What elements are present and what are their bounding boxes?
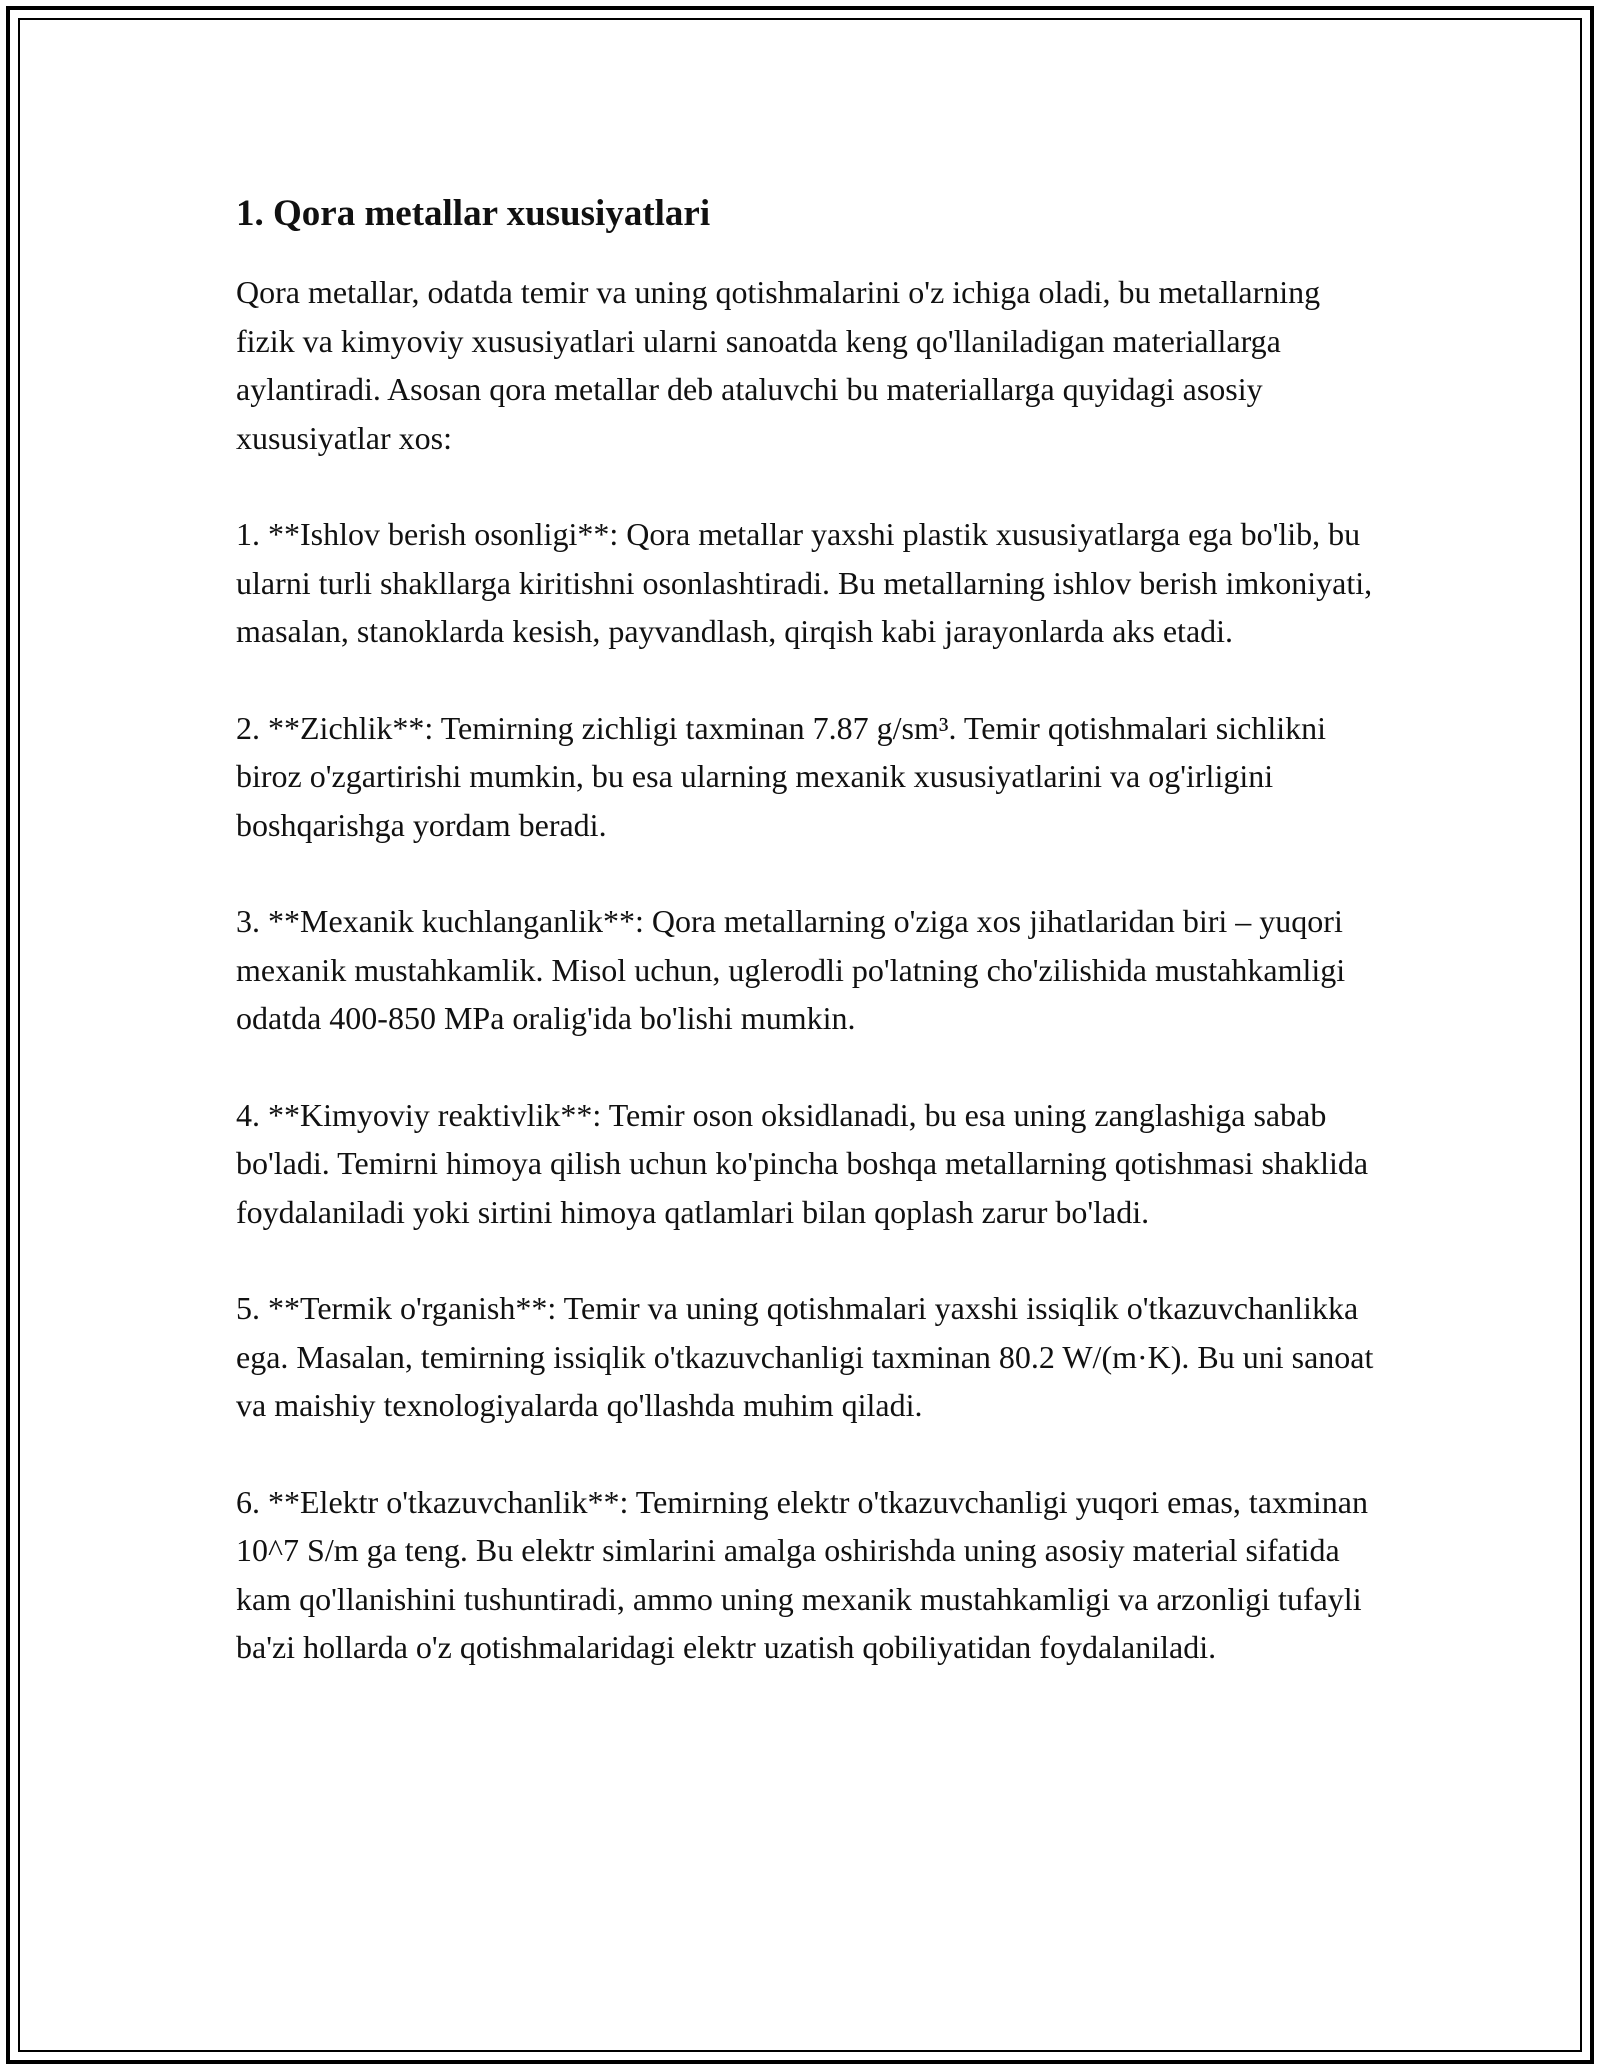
list-item-zichlik: 2. **Zichlik**: Temirning zichligi taxminan 7.87 g/sm³. Temir qotishmalari sichlikni biroz o'zgartirishi mumkin, bu esa ularning mexanik xususiyatlarini va og'irligini boshqarishga yordam beradi.	[236, 709, 1327, 843]
list-item-kimyoviy-reaktivlik: 4. **Kimyoviy reaktivlik**: Temir oson oksidlanadi, bu esa uning zanglashiga sabab bo'ladi. Temirni himoya qilish uchun ko'pincha boshqa metallarning qotishmasi shaklida foydalaniladi yoki sirtini himoya qatlamlari bilan qoplash zarur bo'ladi.	[236, 1096, 1369, 1230]
list-item-termik-organish: 5. **Termik o'rganish**: Temir va uning qotishmalari yaxshi issiqlik o'tkazuvchanlikka ega. Masalan, temirning issiqlik o'tkazuvchanligi taxminan 80.2 W/(m·K). Bu uni sanoat va maishiy texnologiyalarda qo'llashda muhim qiladi.	[236, 1290, 1374, 1423]
document-body	[236, 186, 1376, 1720]
section-title: 1. Qora metallar xususiyatlari	[236, 193, 711, 234]
list-item-ishlov-berish: 1. **Ishlov berish osonligi**: Qora metallar yaxshi plastik xususiyatlarga ega bo'lib, bu ularni turli shakllarga kiritishni osonlashtiradi. Bu metallarning ishlov berish imkoniyati, masalan, stanoklarda kesish, payvandlash, qirqish kabi jarayonlarda aks etadi.	[236, 516, 1373, 649]
list-item-elektr-otkazuvchanlik: 6. **Elektr o'tkazuvchanlik**: Temirning elektr o'tkazuvchanligi yuqori emas, taxminan 10^7 S/m ga teng. Bu elektr simlarini amalga oshirishda uning asosiy material sifatida kam qo'llanishini tushuntiradi, ammo uning mexanik mustahkamligi va arzonligi tufayli ba'zi hollarda o'z qotishmalaridagi elektr uzatish qobiliyatidan foydalaniladi.	[236, 1483, 1368, 1665]
list-item-mexanik-kuchlanganlik: 3. **Mexanik kuchlanganlik**: Qora metallarning o'ziga xos jihatlaridan biri – yuqori mexanik mustahkamlik. Misol uchun, uglerodli po'latning cho'zilishida mustahkamligi odatda 400-850 MPa oralig'ida bo'lishi mumkin.	[236, 903, 1346, 1036]
intro-paragraph: Qora metallar, odatda temir va uning qotishmalarini o'z ichiga oladi, bu metallarning fizik va kimyoviy xususiyatlari ularni sanoatda keng qo'llaniladigan materiallarga aylantiradi. Asosan qora metallar deb ataluvchi bu materiallarga quyidagi asosiy xususiyatlar xos:	[236, 274, 1321, 456]
